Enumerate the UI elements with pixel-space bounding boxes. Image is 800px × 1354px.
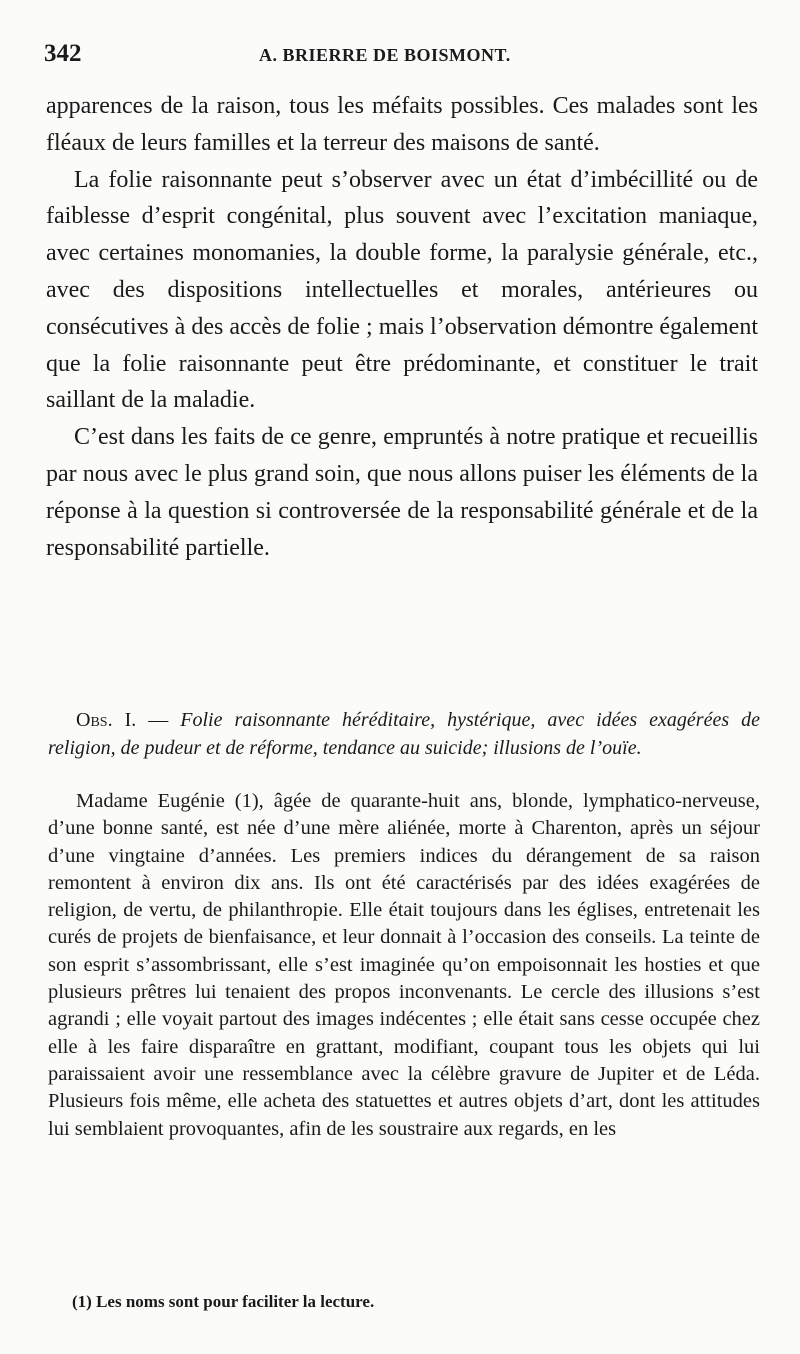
footnote: (1) Les noms sont pour faciliter la lecture. [72, 1292, 375, 1311]
main-text [46, 88, 758, 566]
observation-label: Obs. I. [76, 709, 137, 731]
page-number: 342 [44, 40, 82, 67]
page-header [44, 40, 764, 74]
paragraph: apparences de la raison, tous les méfaits possibles. Ces malades sont les fléaux de leurs familles et la terreur des maisons de santé. [46, 93, 758, 156]
observation-dash: — [148, 709, 169, 731]
case-text [48, 788, 760, 1143]
paragraph: C’est dans les faits de ce genre, empruntés à notre pratique et recueillis par nous avec le plus grand soin, que nous allons puiser les éléments de la réponse à la question si controversée de la responsabilité générale et de la responsabilité partielle. [46, 424, 758, 561]
observation-heading [48, 706, 760, 762]
observation-title [48, 706, 760, 762]
running-head: A. BRIERRE DE BOISMONT. [259, 45, 511, 65]
paragraph: La folie raisonnante peut s’observer avec un état d’imbécillité ou de faiblesse d’esprit congénital, plus souvent avec l’excitation maniaque, avec certaines monomanies, la double forme, la paralysie générale, etc., avec des dispositions intellectuelles et morales, antérieures ou consécutives à des accès de folie ; mais l’observation démontre également que la folie raisonnante peut être prédominante, et constituer le trait saillant de la maladie. [46, 166, 758, 414]
observation-description: Folie raisonnante héréditaire, hystérique, avec idées exagérées de religion, de pudeur et de réforme, tendance au suicide; illusions de l’ouïe. [48, 709, 760, 759]
case-paragraph: Madame Eugénie (1), âgée de quarante-huit ans, blonde, lymphatico-nerveuse, d’une bonne santé, est née d’une mère aliénée, morte à Charenton, après un séjour d’une vingtaine d’années. Les premiers indices du dérangement de sa raison remontent à environ dix ans. Ils ont été caractérisés par des idées exagérées de religion, de vertu, de philanthropie. Elle était toujours dans les églises, entretenait les curés de projets de bienfaisance, et leur donnait à l’occasion des conseils. La teinte de son esprit s’assombrissant, elle s’est imaginée qu’on empoisonnait les hosties et que plusieurs prêtres lui tenaient des propos inconvenants. Le cercle des illusions s’est agrandi ; elle voyait partout des images indécentes ; elle était sans cesse occupée chez elle à les faire disparaître en grattant, modifiant, coupant tous les objets qui lui paraissaient avoir une ressemblance avec la célèbre gravure de Jupiter et de Léda. Plusieurs fois même, elle acheta des statuettes et autres objets d’art, dont les attitudes lui semblaient provoquantes, afin de les soustraire aux regards, en les [48, 790, 760, 1140]
